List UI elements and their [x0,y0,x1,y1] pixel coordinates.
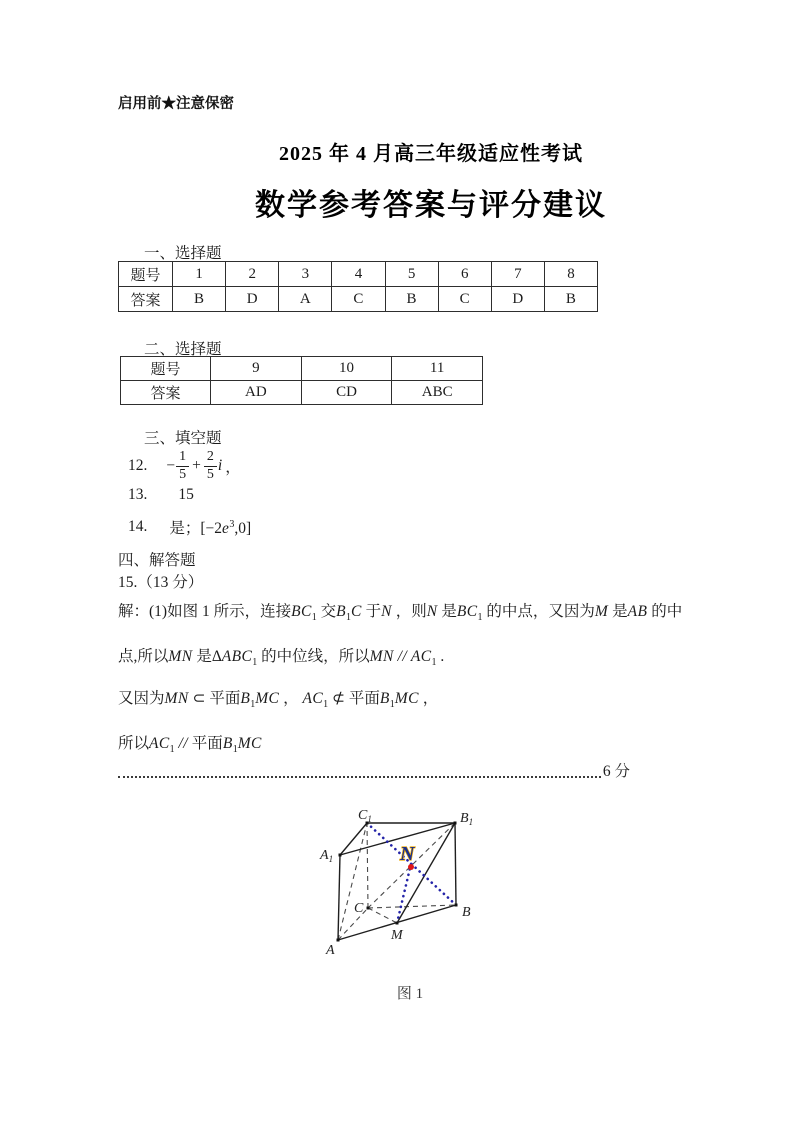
solution-line-2: 点,所以MN 是$\Delta ABC_1$ 的中位线，所以MN // $AC_1$ . [118,648,445,668]
label-M: M [391,928,403,943]
answer-cell: B [173,287,226,312]
minus-sign: − [166,457,176,474]
answer-cell: D [226,287,279,312]
number-cell: 7 [491,262,544,287]
fraction-1 [176,449,189,482]
section-heading-fill-in: 三、填空题 [144,430,222,447]
secrecy-note: 启用前★注意保密 [118,96,234,112]
solution-line-1: 解：(1)如图 1 所示，连接$BC_1$ 交$B_1C$ 于N ，则N 是$BC_1$ 的中点，又因为M 是AB 的中 [118,603,683,623]
table-row [119,287,598,312]
answer-value: 15 [178,486,194,503]
label-A1: $A_1$ [320,848,334,864]
header-cell: 题号 [121,357,211,381]
label-A: A [326,943,335,958]
question-number: 14. [128,518,148,535]
answer-table-1 [118,261,598,312]
table-row [121,381,483,405]
answer-cell: AD [211,381,302,405]
score-line [118,759,630,781]
prism-figure [292,806,528,978]
line-MN [397,864,411,923]
fraction-numerator: 1 [176,449,189,466]
score-label: 6 分 [602,763,630,780]
number-cell: 10 [301,357,392,381]
answer-cell: ABC [392,381,483,405]
header-cell: 题号 [119,262,173,287]
answer-table-2 [120,356,483,405]
fraction-denominator: 5 [206,466,214,482]
label-B1: $B_1$ [460,811,474,827]
label-C: C [354,901,364,916]
answer-cell: C [438,287,491,312]
fraction-denominator: 5 [179,466,187,482]
fill-in-item-13 [128,486,194,504]
answer-cell: B [385,287,438,312]
label-C1: $C_1$ [358,808,372,824]
number-cell: 11 [392,357,483,381]
figure-caption: 图 1 [396,986,424,1002]
question-15-heading: 15.（13 分） [118,574,204,591]
solution-line-4: 所以$AC_1$ // 平面$B_1MC$ [118,735,262,755]
answer-cell: D [491,287,544,312]
comma: ， [225,459,241,476]
section-heading-choice-single: 一、选择题 [144,245,222,262]
page-title: 数学参考答案与评分建议 [255,189,607,222]
section-heading-solutions: 四、解答题 [118,552,196,569]
number-cell: 1 [173,262,226,287]
answer-cell: CD [301,381,392,405]
number-cell: 5 [385,262,438,287]
question-number: 12. [128,457,148,474]
section-heading-choice-multi: 二、选择题 [144,341,222,358]
number-cell: 3 [279,262,332,287]
header-cell: 答案 [121,381,211,405]
question-number: 13. [128,486,148,503]
answer-value: 是；$[-2e^3,0]$ [169,519,252,537]
label-B: B [462,905,471,920]
number-cell: 2 [226,262,279,287]
fraction-numerator: 2 [204,449,217,466]
label-N: N [400,843,415,865]
number-cell: 6 [438,262,491,287]
header-cell: 答案 [119,287,173,312]
fill-in-item-12 [128,446,241,486]
imaginary-unit: i [217,457,223,474]
fraction-2 [204,449,217,482]
number-cell: 9 [211,357,302,381]
answer-cell: B [544,287,597,312]
answer-cell: C [332,287,385,312]
dotted-leader [118,766,601,778]
number-cell: 8 [544,262,597,287]
solution-line-3: 又因为MN ⊂ 平面$B_1MC$ ， $AC_1$ ⊄ 平面$B_1MC$ ， [118,690,439,710]
table-row [121,357,483,381]
table-row [119,262,598,287]
number-cell: 4 [332,262,385,287]
fill-in-item-14 [128,516,251,538]
exam-title: 2025 年 4 月高三年级适应性考试 [279,143,583,165]
answer-cell: A [279,287,332,312]
plus-sign: + [192,457,201,474]
